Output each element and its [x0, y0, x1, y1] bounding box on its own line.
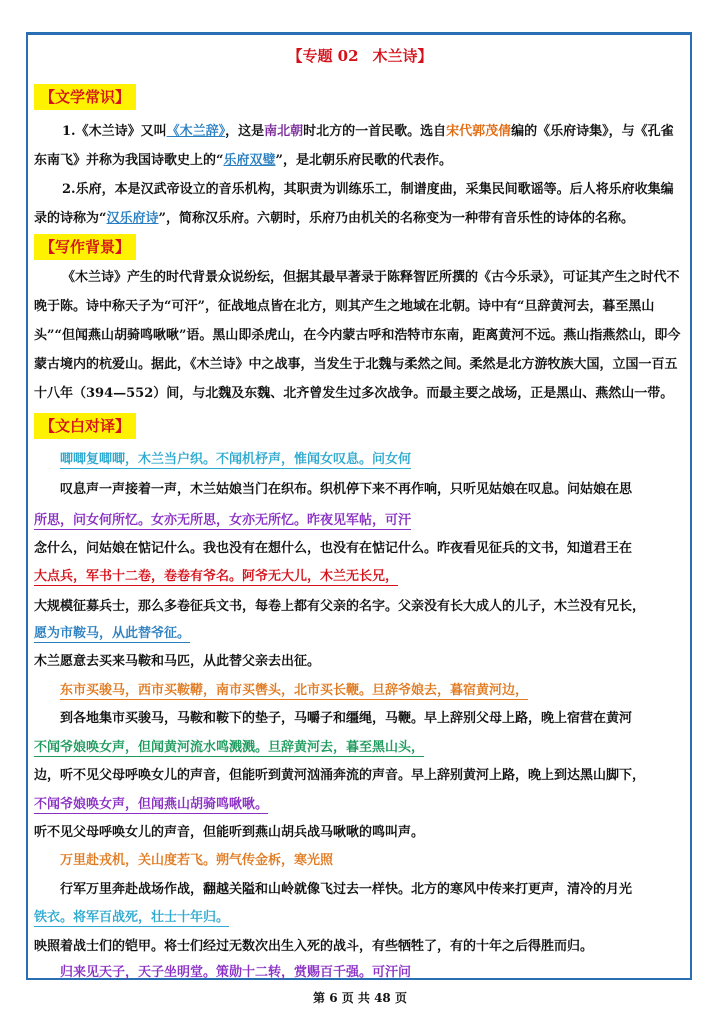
page-title [0, 45, 720, 66]
translation-line: 边，听不见父母呼唤女儿的声音，但能听到黄河汹涌奔流的声音。早上辞别黄河上路，晚上到达黑山脚下， [34, 768, 646, 783]
translation-line: 行军万里奔赴战场作战，翻越关隘和山岭就像飞过去一样快。北方的寒风中传来打更声，清冷的月光 [60, 882, 633, 897]
translation-line: 听不见父母呼唤女儿的声音，但能听到燕山胡兵战马啾啾的鸣叫声。 [34, 825, 425, 840]
section-heading-translation: 【文白对译】 [34, 413, 136, 439]
poem-line: 所思，问女何所忆。女亦无所思，女亦无所忆。昨夜见军帖，可汗 [34, 513, 412, 528]
translation-line: 大规模征募兵士，那么多卷征兵文书，每卷上都有父亲的名字。父亲没有长大成人的儿子，木兰没有兄长， [34, 599, 646, 614]
poem-line: 东市买骏马，西市买鞍鞯，南市买辔头，北市买长鞭。旦辞爷娘去，暮宿黄河边， [60, 683, 529, 698]
section-heading-background: 【写作背景】 [34, 234, 136, 260]
title-name: 木兰诗】 [372, 47, 433, 65]
han-yuefu-term: 汉乐府诗 [106, 211, 159, 226]
poem-line: 愿为市鞍马，从此替爷征。 [34, 626, 191, 641]
translation-line: 叹息声一声接着一声，木兰姑娘当门在织布。织机停下来不再作响，只听见姑娘在叹息。问姑娘在思 [60, 482, 633, 497]
page-number: 第 6 页 共 48 页 [313, 991, 407, 1005]
compiler: 宋代郭茂倩 [446, 124, 512, 139]
translation-line: 到各地集市买骏马，马鞍和鞍下的垫子，马嚼子和缰绳，马鞭。早上辞别父母上路，晚上宿营在黄河 [60, 711, 633, 726]
knowledge-paragraph-2: 2.乐府，本是汉武帝设立的音乐机构，其职责为训练乐工，制谱度曲，采集民间歌谣等。后人将乐府收集编录的诗称为“汉乐府诗”，简称汉乐府。六朝时，乐府乃由机关的名称变为一种带有音乐性的诗体的名称。 [34, 182, 674, 226]
knowledge-paragraph-1: 1.《木兰诗》又叫《木兰辞》，这是南北朝时北方的一首民歌。选自宋代郭茂倩编的《乐府诗集》，与《孔雀东南飞》并称为我国诗歌史上的“乐府双璧”，是北朝乐府民歌的代表作。 [34, 124, 674, 168]
translation-line: 念什么，问姑娘在惦记什么。我也没有在想什么，也没有在惦记什么。昨夜看见征兵的文书，知道君王在 [34, 541, 633, 556]
poem-line: 归来见天子，天子坐明堂。策勋十二转，赏赐百千强。可汗问 [60, 965, 412, 980]
dynasty: 南北朝 [264, 124, 304, 139]
poem-line: 大点兵，军书十二卷，卷卷有爷名。阿爷无大儿，木兰无长兄， [34, 569, 399, 584]
poem-line: 铁衣。将军百战死，壮士十年归。 [34, 910, 230, 925]
translation-line: 木兰愿意去买来马鞍和马匹，从此替父亲去出征。 [34, 654, 321, 669]
title-prefix: 【专题 02 [287, 47, 359, 65]
yuefu-twin-jade: 乐府双璧 [223, 153, 276, 168]
poem-line: 不闻爷娘唤女声，但闻燕山胡骑鸣啾啾。 [34, 797, 269, 812]
translation-line: 映照着战士们的铠甲。将士们经过无数次出生入死的战斗，有些牺牲了，有的十年之后得胜而归。 [34, 939, 594, 954]
poem-line: 万里赴戎机，关山度若飞。朔气传金柝，寒光照 [60, 853, 334, 868]
section-heading-literary-knowledge: 【文学常识】 [34, 84, 136, 110]
poem-line: 不闻爷娘唤女声，但闻黄河流水鸣溅溅。旦辞黄河去，暮至黑山头， [34, 740, 425, 755]
background-paragraph: 《木兰诗》产生的时代背景众说纷纭，但据其最早著录于陈释智匠所撰的《古今乐录》，可证其产生之时代不晚于陈。诗中称天子为“可汗”，征战地点皆在北方，则其产生之地域在北朝。诗中有“旦辞黄河去，暮至黑山头”“但闻燕山胡骑鸣啾啾”语。黑山即杀虎山，在今内蒙古呼和浩特市东南，距离黄河不远。燕山指燕然山，即今蒙古境内的杭爱山。据此，《木兰诗》中之战事，当发生于北魏与柔然之间。柔然是北方游牧族大国，立国一百五十八年（394—552）间，与北魏及东魏、北齐曾发生过多次战争。而最主要之战场，正是黑山、燕然山一带。 [34, 270, 681, 401]
alt-title: 《木兰辞》 [166, 124, 226, 139]
poem-line: 唧唧复唧唧，木兰当户织。不闻机杼声，惟闻女叹息。问女何 [60, 452, 412, 467]
